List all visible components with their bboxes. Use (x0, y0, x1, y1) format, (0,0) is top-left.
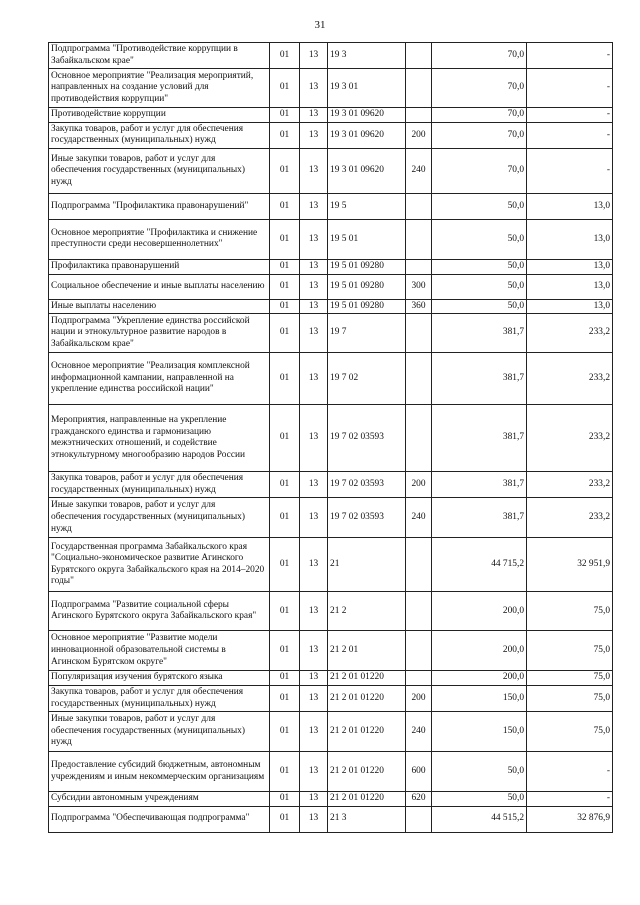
target-article-cell: 19 3 (328, 43, 406, 69)
section-code-cell: 01 (270, 752, 300, 792)
section-code-cell: 01 (270, 671, 300, 686)
subsection-code-cell: 13 (300, 685, 328, 711)
table-row (49, 712, 613, 752)
amount-secondary-cell: 13,0 (527, 274, 613, 299)
amount-secondary-cell: - (527, 122, 613, 148)
amount-cell: 50,0 (432, 792, 527, 807)
section-code-cell: 01 (270, 592, 300, 631)
target-article-cell: 21 (328, 538, 406, 592)
target-article-cell: 19 5 (328, 193, 406, 219)
amount-cell: 70,0 (432, 148, 527, 193)
section-code-cell: 01 (270, 472, 300, 498)
section-code-cell: 01 (270, 122, 300, 148)
expense-type-cell (406, 43, 432, 69)
row-name-cell: Субсидии автономным учреждениям (49, 792, 270, 807)
row-name-cell: Основное мероприятие "Реализация мероприятий, направленных на создание условий для противодействия коррупции" (49, 69, 270, 108)
target-article-cell: 21 2 01 01220 (328, 752, 406, 792)
amount-cell: 381,7 (432, 353, 527, 405)
amount-cell: 44 715,2 (432, 538, 527, 592)
expense-type-cell (406, 592, 432, 631)
section-code-cell: 01 (270, 631, 300, 671)
table-row (49, 314, 613, 353)
amount-secondary-cell: 233,2 (527, 498, 613, 538)
subsection-code-cell: 13 (300, 274, 328, 299)
row-name-cell: Закупка товаров, работ и услуг для обеспечения государственных (муниципальных) нужд (49, 472, 270, 498)
subsection-code-cell: 13 (300, 498, 328, 538)
amount-cell: 70,0 (432, 69, 527, 108)
row-name-cell: Закупка товаров, работ и услуг для обеспечения государственных (муниципальных) нужд (49, 122, 270, 148)
expense-type-cell (406, 193, 432, 219)
amount-secondary-cell: - (527, 792, 613, 807)
row-name-cell: Основное мероприятие "Развитие модели инновационной образовательной системы в Агинском Бурятском округе" (49, 631, 270, 671)
target-article-cell: 19 3 01 09620 (328, 108, 406, 123)
table-row (49, 122, 613, 148)
row-name-cell: Иные закупки товаров, работ и услуг для обеспечения государственных (муниципальных) нужд (49, 712, 270, 752)
amount-secondary-cell: 75,0 (527, 631, 613, 671)
expense-type-cell (406, 671, 432, 686)
row-name-cell: Иные закупки товаров, работ и услуг для обеспечения государственных (муниципальных) нужд (49, 148, 270, 193)
subsection-code-cell: 13 (300, 108, 328, 123)
amount-cell: 70,0 (432, 108, 527, 123)
target-article-cell: 19 5 01 09280 (328, 299, 406, 314)
section-code-cell: 01 (270, 259, 300, 274)
row-name-cell: Подпрограмма "Профилактика правонарушений" (49, 193, 270, 219)
row-name-cell: Подпрограмма "Развитие социальной сферы Агинского Бурятского округа Забайкальского края" (49, 592, 270, 631)
section-code-cell: 01 (270, 353, 300, 405)
table-row (49, 148, 613, 193)
section-code-cell: 01 (270, 148, 300, 193)
expense-type-cell: 200 (406, 122, 432, 148)
expense-type-cell: 620 (406, 792, 432, 807)
target-article-cell: 21 2 01 01220 (328, 685, 406, 711)
section-code-cell: 01 (270, 806, 300, 832)
amount-cell: 50,0 (432, 274, 527, 299)
subsection-code-cell: 13 (300, 712, 328, 752)
target-article-cell: 19 5 01 (328, 219, 406, 259)
row-name-cell: Подпрограмма "Противодействие коррупции в Забайкальском крае" (49, 43, 270, 69)
subsection-code-cell: 13 (300, 299, 328, 314)
amount-secondary-cell: 13,0 (527, 219, 613, 259)
amount-cell: 381,7 (432, 472, 527, 498)
section-code-cell: 01 (270, 498, 300, 538)
amount-secondary-cell: 32 951,9 (527, 538, 613, 592)
subsection-code-cell: 13 (300, 592, 328, 631)
amount-secondary-cell: 13,0 (527, 259, 613, 274)
table-row (49, 353, 613, 405)
expense-type-cell (406, 538, 432, 592)
subsection-code-cell: 13 (300, 259, 328, 274)
section-code-cell: 01 (270, 314, 300, 353)
table-row (49, 405, 613, 472)
amount-cell: 150,0 (432, 685, 527, 711)
amount-cell: 50,0 (432, 219, 527, 259)
row-name-cell: Популяризация изучения бурятского языка (49, 671, 270, 686)
table-row (49, 792, 613, 807)
row-name-cell: Государственная программа Забайкальского края "Социально-экономическое развитие Агинского Бурятского округа Забайкальского края на 2014–2020 годы" (49, 538, 270, 592)
expense-type-cell: 300 (406, 274, 432, 299)
expense-type-cell: 240 (406, 498, 432, 538)
amount-secondary-cell: 233,2 (527, 472, 613, 498)
amount-secondary-cell: 75,0 (527, 685, 613, 711)
table-row (49, 274, 613, 299)
section-code-cell: 01 (270, 274, 300, 299)
expense-type-cell (406, 405, 432, 472)
table-row (49, 69, 613, 108)
subsection-code-cell: 13 (300, 631, 328, 671)
subsection-code-cell: 13 (300, 148, 328, 193)
target-article-cell: 21 2 01 01220 (328, 712, 406, 752)
table-row (49, 752, 613, 792)
section-code-cell: 01 (270, 712, 300, 752)
amount-secondary-cell: 13,0 (527, 299, 613, 314)
table-row (49, 193, 613, 219)
target-article-cell: 19 7 02 03593 (328, 472, 406, 498)
row-name-cell: Противодействие коррупции (49, 108, 270, 123)
amount-cell: 50,0 (432, 752, 527, 792)
expense-type-cell: 240 (406, 712, 432, 752)
table-row (49, 538, 613, 592)
target-article-cell: 21 2 01 01220 (328, 792, 406, 807)
expense-type-cell (406, 259, 432, 274)
table-row (49, 43, 613, 69)
amount-secondary-cell: 233,2 (527, 353, 613, 405)
subsection-code-cell: 13 (300, 806, 328, 832)
budget-table-body (49, 43, 613, 833)
row-name-cell: Основное мероприятие "Профилактика и снижение преступности среди несовершеннолетних" (49, 219, 270, 259)
amount-cell: 150,0 (432, 712, 527, 752)
table-row (49, 259, 613, 274)
subsection-code-cell: 13 (300, 538, 328, 592)
table-row (49, 671, 613, 686)
subsection-code-cell: 13 (300, 219, 328, 259)
amount-cell: 200,0 (432, 592, 527, 631)
section-code-cell: 01 (270, 43, 300, 69)
table-row (49, 806, 613, 832)
target-article-cell: 21 3 (328, 806, 406, 832)
row-name-cell: Предоставление субсидий бюджетным, автономным учреждениям и иным некоммерческим организациям (49, 752, 270, 792)
amount-secondary-cell: 32 876,9 (527, 806, 613, 832)
target-article-cell: 19 5 01 09280 (328, 259, 406, 274)
row-name-cell: Закупка товаров, работ и услуг для обеспечения государственных (муниципальных) нужд (49, 685, 270, 711)
row-name-cell: Иные закупки товаров, работ и услуг для обеспечения государственных (муниципальных) нужд (49, 498, 270, 538)
target-article-cell: 19 3 01 (328, 69, 406, 108)
amount-cell: 381,7 (432, 314, 527, 353)
amount-cell: 70,0 (432, 122, 527, 148)
table-row (49, 498, 613, 538)
target-article-cell: 19 7 (328, 314, 406, 353)
subsection-code-cell: 13 (300, 792, 328, 807)
expense-type-cell: 360 (406, 299, 432, 314)
subsection-code-cell: 13 (300, 472, 328, 498)
amount-secondary-cell: 75,0 (527, 712, 613, 752)
amount-secondary-cell: - (527, 108, 613, 123)
expense-type-cell (406, 353, 432, 405)
amount-cell: 50,0 (432, 259, 527, 274)
section-code-cell: 01 (270, 405, 300, 472)
subsection-code-cell: 13 (300, 405, 328, 472)
section-code-cell: 01 (270, 792, 300, 807)
amount-cell: 50,0 (432, 193, 527, 219)
amount-secondary-cell: 75,0 (527, 592, 613, 631)
row-name-cell: Подпрограмма "Укрепление единства российской нации и этнокультурное развитие народов в Забайкальском крае" (49, 314, 270, 353)
expense-type-cell (406, 631, 432, 671)
table-row (49, 592, 613, 631)
expense-type-cell: 240 (406, 148, 432, 193)
table-row (49, 631, 613, 671)
amount-secondary-cell: 75,0 (527, 671, 613, 686)
budget-table (48, 42, 613, 833)
subsection-code-cell: 13 (300, 43, 328, 69)
section-code-cell: 01 (270, 538, 300, 592)
target-article-cell: 19 3 01 09620 (328, 122, 406, 148)
amount-cell: 200,0 (432, 631, 527, 671)
amount-cell: 200,0 (432, 671, 527, 686)
row-name-cell: Основное мероприятие "Реализация комплексной информационной кампании, направленной на укрепление единства российской нации" (49, 353, 270, 405)
amount-secondary-cell: 13,0 (527, 193, 613, 219)
expense-type-cell (406, 219, 432, 259)
section-code-cell: 01 (270, 219, 300, 259)
amount-secondary-cell: - (527, 69, 613, 108)
page-number: 31 (314, 19, 326, 31)
amount-cell: 50,0 (432, 299, 527, 314)
section-code-cell: 01 (270, 685, 300, 711)
amount-secondary-cell: - (527, 752, 613, 792)
target-article-cell: 19 5 01 09280 (328, 274, 406, 299)
expense-type-cell (406, 108, 432, 123)
subsection-code-cell: 13 (300, 314, 328, 353)
section-code-cell: 01 (270, 299, 300, 314)
section-code-cell: 01 (270, 108, 300, 123)
amount-secondary-cell: - (527, 148, 613, 193)
amount-secondary-cell: 233,2 (527, 405, 613, 472)
section-code-cell: 01 (270, 69, 300, 108)
subsection-code-cell: 13 (300, 671, 328, 686)
table-row (49, 472, 613, 498)
subsection-code-cell: 13 (300, 122, 328, 148)
subsection-code-cell: 13 (300, 353, 328, 405)
expense-type-cell (406, 314, 432, 353)
amount-cell: 44 515,2 (432, 806, 527, 832)
expense-type-cell: 600 (406, 752, 432, 792)
table-row (49, 219, 613, 259)
expense-type-cell (406, 806, 432, 832)
target-article-cell: 19 7 02 03593 (328, 405, 406, 472)
target-article-cell: 21 2 (328, 592, 406, 631)
subsection-code-cell: 13 (300, 69, 328, 108)
row-name-cell: Иные выплаты населению (49, 299, 270, 314)
subsection-code-cell: 13 (300, 193, 328, 219)
row-name-cell: Профилактика правонарушений (49, 259, 270, 274)
amount-cell: 70,0 (432, 43, 527, 69)
amount-secondary-cell: - (527, 43, 613, 69)
target-article-cell: 19 7 02 (328, 353, 406, 405)
subsection-code-cell: 13 (300, 752, 328, 792)
section-code-cell: 01 (270, 193, 300, 219)
expense-type-cell (406, 69, 432, 108)
target-article-cell: 19 3 01 09620 (328, 148, 406, 193)
table-row (49, 108, 613, 123)
amount-cell: 381,7 (432, 405, 527, 472)
target-article-cell: 21 2 01 01220 (328, 671, 406, 686)
row-name-cell: Социальное обеспечение и иные выплаты населению (49, 274, 270, 299)
amount-cell: 381,7 (432, 498, 527, 538)
row-name-cell: Подпрограмма "Обеспечивающая подпрограмма" (49, 806, 270, 832)
expense-type-cell: 200 (406, 472, 432, 498)
table-row (49, 299, 613, 314)
expense-type-cell: 200 (406, 685, 432, 711)
table-row (49, 685, 613, 711)
target-article-cell: 19 7 02 03593 (328, 498, 406, 538)
target-article-cell: 21 2 01 (328, 631, 406, 671)
row-name-cell: Мероприятия, направленные на укрепление гражданского единства и гармонизацию межэтнических отношений, и содействие этнокультурному многообразию народов России (49, 405, 270, 472)
amount-secondary-cell: 233,2 (527, 314, 613, 353)
